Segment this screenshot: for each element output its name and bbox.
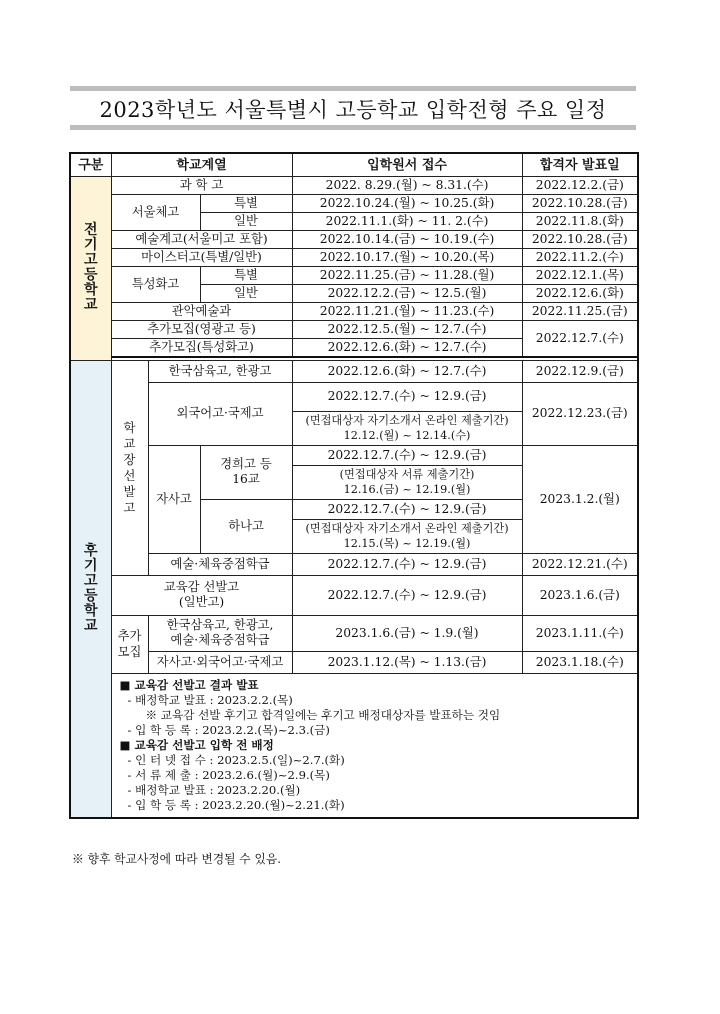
header-row — [70, 153, 638, 177]
row-result: 2023.1.11.(수) — [522, 615, 638, 651]
late-label: 후기고등학교 — [83, 542, 98, 634]
header-result: 합격자 발표일 — [522, 153, 638, 177]
row-note — [292, 465, 522, 499]
principal-label-cell — [111, 360, 148, 575]
row-note — [292, 411, 522, 445]
row-apply: 2022.12.7.(수) ~ 12.9.(금) — [292, 445, 522, 465]
row-apply: 2023.1.12.(목) ~ 1.13.(금) — [292, 651, 522, 673]
table-row — [70, 321, 638, 339]
row-apply: 2022.11.25.(금) ~ 11.28.(월) — [292, 267, 522, 285]
notes-line: - 입 학 등 록 : 2023.2.20.(월)~2.21.(화) — [127, 797, 345, 812]
note-dates: 12.12.(월) ~ 12.14.(수) — [343, 429, 471, 442]
notes-row — [70, 673, 638, 818]
row-apply: 2022.12.7.(수) ~ 12.9.(금) — [292, 499, 522, 519]
table-row — [70, 177, 638, 195]
title-top-rule — [70, 86, 636, 91]
title-bottom-rule — [70, 125, 636, 130]
row-apply: 2022.10.24.(월) ~ 10.25.(화) — [292, 195, 522, 213]
notes-cell — [111, 673, 638, 818]
row-name: 추가모집(특성화고) — [111, 339, 292, 357]
extra-label: 추가모집 — [117, 629, 142, 659]
note-text: (면접대상자 서류 제출기간) — [339, 468, 475, 481]
row-name: 서울체고 — [111, 195, 200, 231]
row-result: 2022.12.2.(금) — [522, 177, 638, 195]
notes-line: - 인 터 넷 접 수 : 2023.2.5.(일)~2.7.(화) — [127, 752, 345, 767]
row-name: 예술계고(서울미고 포함) — [111, 231, 292, 249]
row-apply: 2022.12.7.(수) ~ 12.9.(금) — [292, 575, 522, 615]
page-title: 2023학년도 서울특별시 고등학교 입학전형 주요 일정 — [99, 98, 607, 122]
notes-heading-1: ■ 교육감 선발고 결과 발표 — [119, 677, 259, 692]
row-sub: 일반 — [200, 285, 292, 303]
row-name: 과 학 고 — [111, 177, 292, 195]
notes-line: - 배정학교 발표 : 2023.2.2.(목) — [127, 692, 293, 707]
kyunghee-name-2: 16교 — [232, 472, 260, 486]
row-apply: 2022.12.6.(화) ~ 12.7.(수) — [292, 339, 522, 357]
row-result: 2022.12.9.(금) — [522, 360, 638, 382]
row-result: 2022.11.25.(금) — [522, 303, 638, 321]
footnote: ※ 향후 학교사정에 따라 변경될 수 있음. — [72, 852, 281, 866]
row-name: 특성화고 — [111, 267, 200, 303]
title-banner — [70, 86, 636, 130]
notes-heading-2: ■ 교육감 선발고 입학 전 배정 — [119, 737, 274, 752]
row-name: 관악예술과 — [111, 303, 292, 321]
extra-label-cell — [111, 615, 148, 673]
notes-line: - 서 류 제 출 : 2023.2.6.(월)~2.9.(목) — [127, 767, 330, 782]
notes-line: - 배정학교 발표 : 2023.2.20.(월) — [127, 782, 301, 797]
row-name: 마이스터고(특별/일반) — [111, 249, 292, 267]
row-result: 2023.1.18.(수) — [522, 651, 638, 673]
row-result: 2022.12.6.(화) — [522, 285, 638, 303]
late-section-label — [70, 360, 111, 818]
schedule-table — [69, 152, 639, 819]
table-row — [70, 445, 638, 465]
table-row — [70, 651, 638, 673]
row-name: 예술·체육중점학급 — [148, 553, 292, 575]
row-apply: 2022.11.21.(월) ~ 11.23.(수) — [292, 303, 522, 321]
note-text: (면접대상자 자기소개서 온라인 제출기간) — [305, 414, 509, 427]
row-result: 2023.1.2.(월) — [522, 445, 638, 553]
row-note — [292, 519, 522, 553]
row-sub: 특별 — [200, 267, 292, 285]
row-sub: 일반 — [200, 213, 292, 231]
header-category: 구분 — [70, 153, 111, 177]
kyunghee-name — [200, 445, 292, 499]
row-apply: 2022.12.6.(화) ~ 12.7.(수) — [292, 360, 522, 382]
note-dates: 12.15.(목) ~ 12.19.(월) — [343, 537, 471, 550]
row-apply: 2022.10.17.(월) ~ 10.20.(목) — [292, 249, 522, 267]
table-row — [70, 249, 638, 267]
row-result: 2022.12.1.(목) — [522, 267, 638, 285]
row-result: 2023.1.6.(금) — [522, 575, 638, 615]
row-apply: 2022.12.5.(월) ~ 12.7.(수) — [292, 321, 522, 339]
jasago-label: 자사고 — [148, 445, 200, 553]
row-apply: 2022. 8.29.(월) ~ 8.31.(수) — [292, 177, 522, 195]
header-school-type: 학교계열 — [111, 153, 292, 177]
early-section-label — [70, 177, 111, 361]
row-sub: 특별 — [200, 195, 292, 213]
table-row — [70, 195, 638, 213]
note-dates: 12.16.(금) ~ 12.19.(월) — [343, 483, 471, 496]
row-name: 하나고 — [200, 499, 292, 553]
row-name: 외국어고·국제고 — [148, 382, 292, 445]
note-text: (면접대상자 자기소개서 온라인 제출기간) — [305, 522, 509, 535]
table-row — [70, 303, 638, 321]
superintendent-name-1: 교육감 선발고 — [163, 580, 240, 594]
row-result: 2022.12.21.(수) — [522, 553, 638, 575]
row-result: 2022.12.7.(수) — [522, 321, 638, 357]
row-apply: 2022.12.2.(금) ~ 12.5.(월) — [292, 285, 522, 303]
late-extra1-name-2: 예술·체육중점학급 — [170, 633, 270, 647]
superintendent-name-2: (일반고) — [178, 595, 225, 609]
principal-label: 학교장 선발고 — [123, 420, 136, 515]
row-apply: 2023.1.6.(금) ~ 1.9.(월) — [292, 615, 522, 651]
table-row — [70, 360, 638, 382]
row-name: 한국삼육고, 한광고 — [148, 360, 292, 382]
row-result: 2022.11.8.(화) — [522, 213, 638, 231]
kyunghee-name-1: 경희고 등 — [220, 457, 272, 471]
late-extra1-name — [148, 615, 292, 651]
superintendent-name — [111, 575, 292, 615]
row-apply: 2022.11.1.(화) ~ 11. 2.(수) — [292, 213, 522, 231]
row-result: 2022.10.28.(금) — [522, 195, 638, 213]
header-application: 입학원서 접수 — [292, 153, 522, 177]
table-row — [70, 575, 638, 615]
late-extra1-name-1: 한국삼육고, 한광고, — [166, 618, 274, 632]
row-result: 2022.12.23.(금) — [522, 382, 638, 445]
table-row — [70, 382, 638, 411]
table-row — [70, 231, 638, 249]
row-name: 자사고·외국어고·국제고 — [148, 651, 292, 673]
row-result: 2022.10.28.(금) — [522, 231, 638, 249]
notes-line: ※ 교육감 선발 후기고 합격일에는 후기고 배정대상자를 발표하는 것임 — [145, 707, 501, 722]
row-name: 추가모집(영광고 등) — [111, 321, 292, 339]
row-apply: 2022.10.14.(금) ~ 10.19.(수) — [292, 231, 522, 249]
early-label: 전기고등학교 — [83, 222, 98, 314]
table-row — [70, 553, 638, 575]
table-row — [70, 267, 638, 285]
row-result: 2022.11.2.(수) — [522, 249, 638, 267]
table-row — [70, 615, 638, 651]
row-apply: 2022.12.7.(수) ~ 12.9.(금) — [292, 553, 522, 575]
notes-line: - 입 학 등 록 : 2023.2.2.(목)~2.3.(금) — [127, 722, 330, 737]
row-apply: 2022.12.7.(수) ~ 12.9.(금) — [292, 382, 522, 411]
